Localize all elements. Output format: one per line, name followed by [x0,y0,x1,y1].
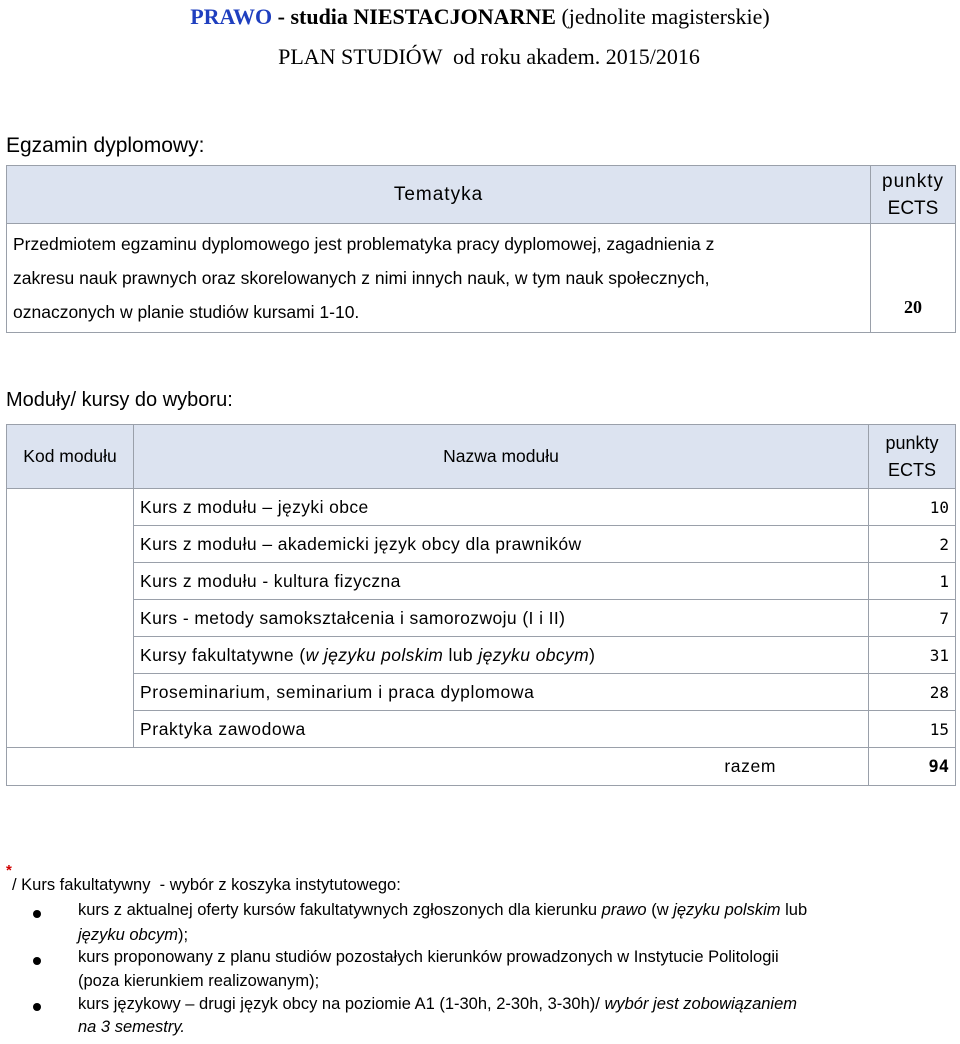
bullet-1-pre: kurs z aktualnej oferty kursów fakultatywnych zgłoszonych dla kierunku [78,901,602,919]
exam-ects-cell [871,224,956,333]
modules-heading: Moduły/ kursy do wyboru: [6,389,233,411]
module-ects-cell [869,526,956,563]
module-row [7,637,956,674]
exam-line-2: zakresu nauk prawnych oraz skorelowanych z nimi innych nauk, w tym nauk społecznych, [13,268,710,288]
modules-name-header [134,425,869,489]
module-name-cell [134,637,869,674]
module-ects-cell [869,711,956,748]
module-code-cell [7,489,134,748]
exam-topic-cell [7,224,871,333]
bullet-2-dot [33,957,41,965]
modules-total-row [7,748,956,786]
module-name: Praktyka zawodowa [140,718,306,739]
bullet-1-mid: (w [646,901,674,919]
modules-ects-header-line1: punkty [885,432,939,453]
title-prefix: PRAWO [190,4,273,29]
modules-ects-header [869,425,956,489]
module-name: Kurs z modułu - kultura fizyczna [140,570,401,591]
exam-ects-header-line2: ECTS [887,197,939,219]
modules-name-header-label: Nazwa modułu [443,446,559,466]
exam-ects-header [871,166,956,224]
module-name: Kurs - metody samokształcenia i samorozwoju (I i II) [140,607,566,628]
module-ects: 1 [939,571,949,591]
modules-total-label-cell [7,748,869,786]
bullet-3-pre: kurs językowy – drugi język obcy na poziomie A1 (1-30h, 2-30h, 3-30h)/ [78,995,605,1013]
footnote-star: * [6,862,12,879]
module-ects-cell [869,489,956,526]
module-ects: 2 [939,534,949,554]
module-row [7,674,956,711]
module-ects: 31 [929,645,949,665]
exam-line-1: Przedmiotem egzaminu dyplomowego jest problematyka pracy dyplomowej, zagadnienia z [13,234,715,254]
exam-ects-value: 20 [904,297,922,317]
module-name-cell [134,526,869,563]
title-bold: - studia NIESTACJONARNE [272,4,556,29]
module-ects-cell [869,637,956,674]
modules-total-label: razem [724,756,776,776]
module-name-italic-2: języku obcym [478,644,590,665]
module-ects-cell [869,563,956,600]
bullet-1-italic-2: języku polskim [673,901,781,919]
exam-topic-header-label: Tematyka [393,183,484,205]
module-name-post: ) [589,644,596,665]
module-name-cell [134,600,869,637]
module-ects: 7 [939,608,949,628]
module-name-pre: Kursy fakultatywne ( [140,644,306,665]
module-name-mid: lub [443,644,479,665]
module-ects: 10 [929,497,949,517]
module-ects: 28 [929,682,949,702]
exam-ects-header-line1: punkty [882,170,944,192]
plan-subtitle: PLAN STUDIÓW od roku akadem. 2015/2016 [278,44,700,69]
module-name: Kurs z modułu – języki obce [140,496,369,517]
module-name-cell [134,674,869,711]
modules-code-header [7,425,134,489]
bullet-3-line2-italic: na 3 semestry. [78,1018,185,1036]
exam-topic-header [7,166,871,224]
bullet-1-line2-italic: języku obcym [78,926,178,944]
module-name-italic-1: w języku polskim [305,644,444,665]
modules-total-value-cell [869,748,956,786]
module-row [7,526,956,563]
module-ects-cell [869,600,956,637]
module-row [7,563,956,600]
module-ects: 15 [929,719,949,739]
module-name: Kurs z modułu – akademicki język obcy dla prawników [140,533,582,554]
footnote-intro: / Kurs fakultatywny - wybór z koszyka instytutowego: [12,876,401,894]
exam-heading: Egzamin dyplomowy: [6,134,205,157]
bullet-1-italic-1: prawo [601,901,647,919]
bullet-1-post: lub [780,901,808,919]
modules-code-header-label: Kod modułu [23,446,117,466]
modules-table [6,424,956,786]
bullet-3-italic: wybór jest zobowiązaniem [604,995,798,1013]
module-row [7,489,956,526]
module-row [7,711,956,748]
exam-table [6,165,956,333]
bullet-3-line1 [78,995,797,1014]
module-row [7,600,956,637]
bullet-1-line2-post: ); [177,926,189,944]
modules-ects-header-line2: ECTS [887,459,936,480]
bullet-2-line1: kurs proponowany z planu studiów pozostałych kierunków prowadzonych w Instytucie Politologii [78,948,779,966]
bullet-1-line2 [78,926,188,945]
bullet-1-dot [33,910,41,918]
module-name: Proseminarium, seminarium i praca dyplomowa [140,681,535,702]
bullet-3-dot [33,1003,41,1011]
module-name-cell [134,711,869,748]
bullet-3-line2 [78,1018,185,1037]
bullet-1-line1 [78,901,807,920]
title-suffix: (jednolite magisterskie) [555,4,770,29]
module-name-cell [134,563,869,600]
modules-total-value: 94 [928,756,949,777]
module-name-cell [134,489,869,526]
module-ects-cell [869,674,956,711]
bullet-2-line2: (poza kierunkiem realizowanym); [78,972,320,990]
document-title [0,4,960,30]
exam-line-3: oznaczonych w planie studiów kursami 1-10. [13,302,360,322]
